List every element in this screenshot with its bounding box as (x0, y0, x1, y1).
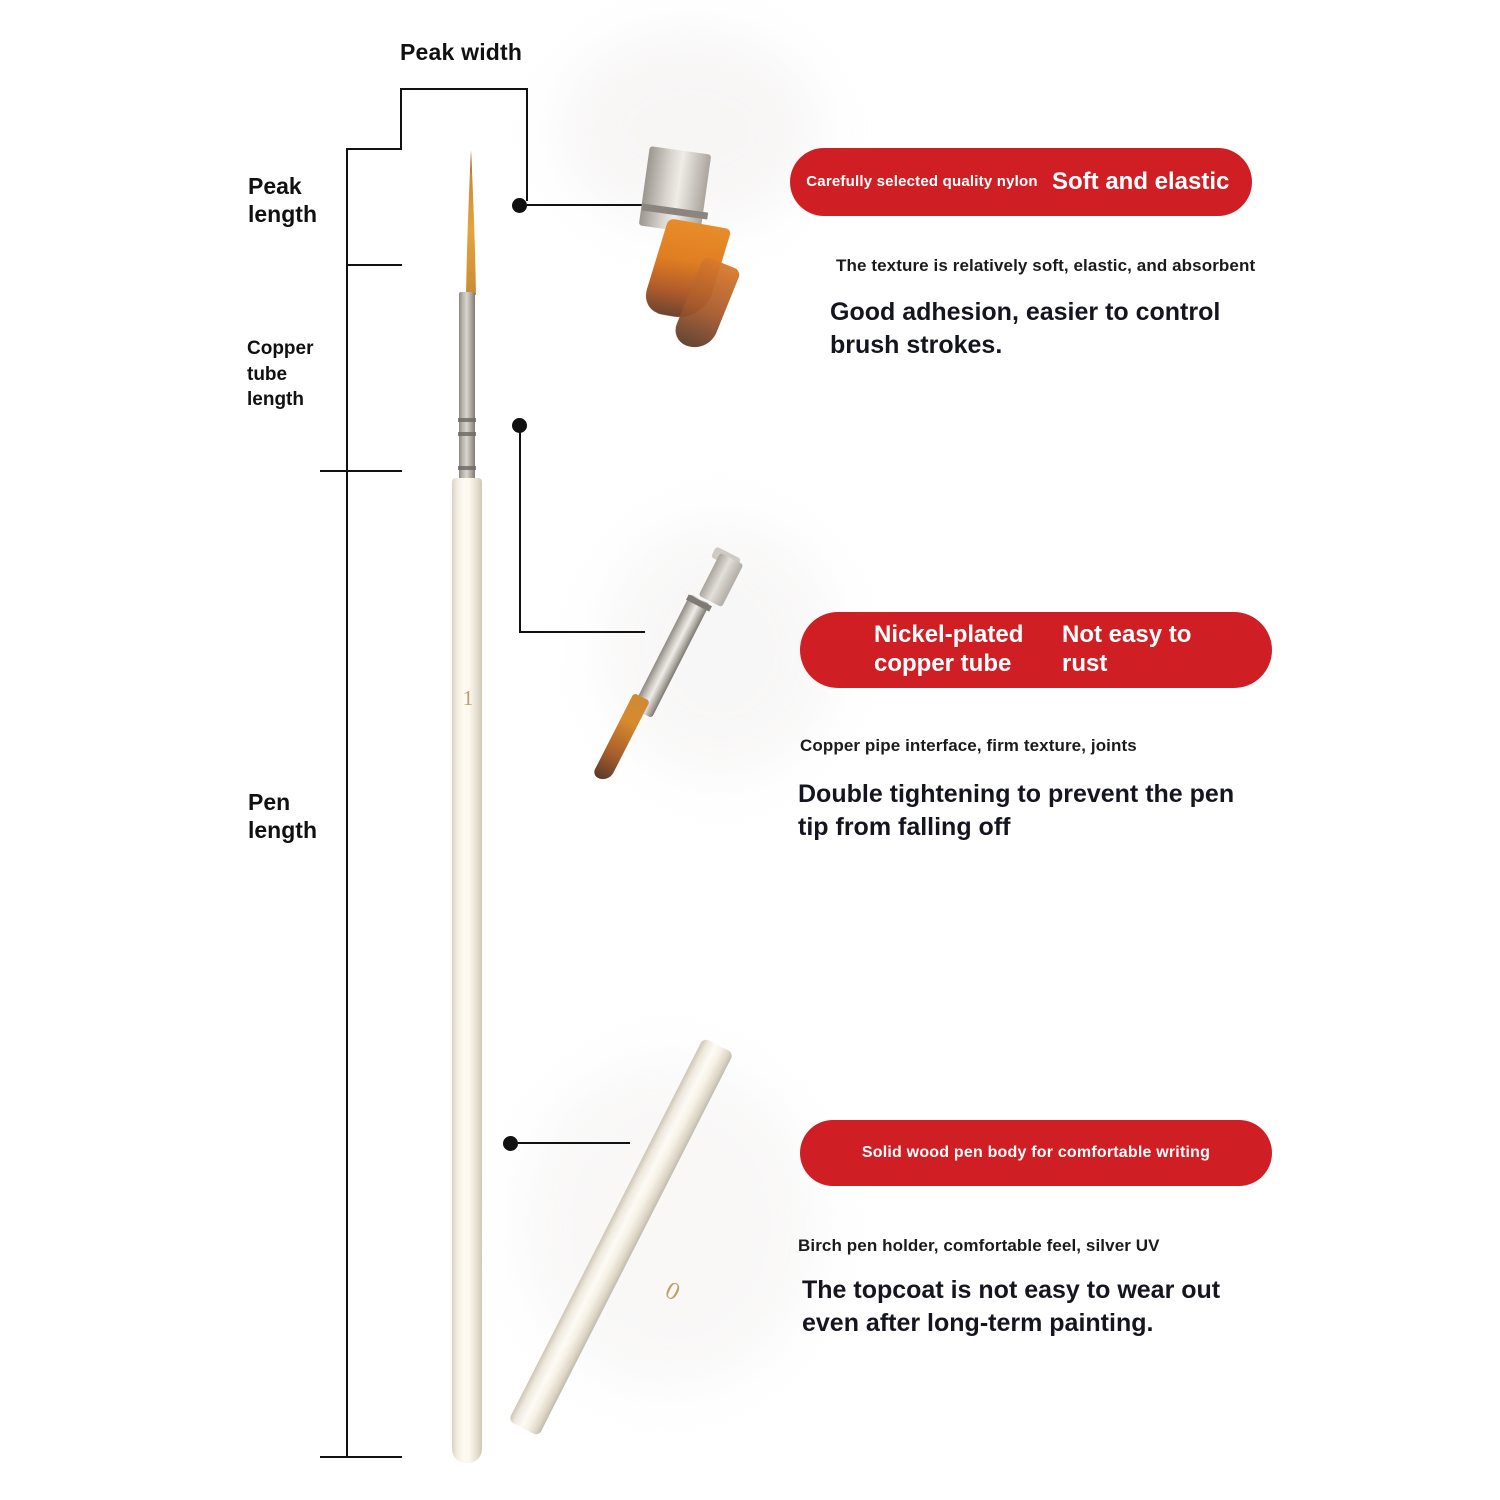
photo-ferrule-shaft (699, 553, 744, 608)
feature-banner-ferrule-right: Not easy to rust (1062, 621, 1192, 677)
photo-brush-head (628, 150, 798, 350)
peak-width-bracket-top (400, 88, 528, 90)
feature-banner-bristles-subtext: Carefully selected quality nylon (806, 172, 1038, 190)
label-peak-length: Peak length (248, 173, 317, 228)
feature-banner-ferrule-left: Nickel-plated copper tube (874, 621, 1024, 677)
ferrule-crimp-1 (458, 418, 476, 422)
brush-handle (452, 478, 482, 1463)
callout-dot-handle (503, 1136, 518, 1151)
feature-banner-bristles (790, 148, 1252, 216)
feature-caption-handle-small: Birch pen holder, comfortable feel, silver UV (798, 1236, 1160, 1255)
feature-banner-handle-text: Solid wood pen body for comfortable writing (861, 1144, 1211, 1161)
photo-pen-body (520, 1050, 790, 1420)
label-pen-length: Pen length (248, 789, 317, 844)
photo-ferrule-joint (590, 552, 790, 802)
feature-banner-bristles-headline: Soft and elastic (1052, 167, 1230, 195)
callout-leader-ferrule-vertical (519, 425, 521, 633)
brush-bristle-tip (462, 150, 480, 295)
scale-tick-bottom (320, 1456, 402, 1458)
scale-tick-copper-end (320, 470, 402, 472)
photo-ferrule-tip (592, 693, 650, 783)
peak-width-bracket-left-tick (400, 88, 402, 148)
feature-caption-bristles-big: Good adhesion, easier to control brush strokes. (830, 298, 1221, 359)
ferrule-crimp-3 (458, 466, 476, 470)
handle-size-number: 1 (462, 686, 474, 710)
label-copper-tube-length: Copper tube length (247, 338, 314, 411)
peak-width-bracket-right-tick (526, 88, 528, 201)
label-peak-width: Peak width (400, 39, 523, 65)
feature-caption-ferrule-small: Copper pipe interface, firm texture, joints (800, 736, 1137, 755)
feature-banner-handle (800, 1120, 1272, 1186)
brush-ferrule (459, 292, 475, 482)
feature-caption-ferrule-big: Double tightening to prevent the pen tip from falling off (798, 780, 1235, 841)
scale-tick-top (346, 148, 402, 150)
ferrule-crimp-2 (458, 432, 476, 436)
feature-caption-bristles-small: The texture is relatively soft, elastic, and absorbent (836, 256, 1256, 275)
feature-banner-ferrule (800, 612, 1272, 688)
feature-caption-handle-big: The topcoat is not easy to wear out even after long-term painting. (802, 1276, 1221, 1337)
photo-pen-body-rod (508, 1038, 734, 1437)
callout-dot-bristles (512, 198, 527, 213)
photo-pen-body-number: 0 (660, 1276, 685, 1307)
scale-tick-peak-end (346, 264, 402, 266)
